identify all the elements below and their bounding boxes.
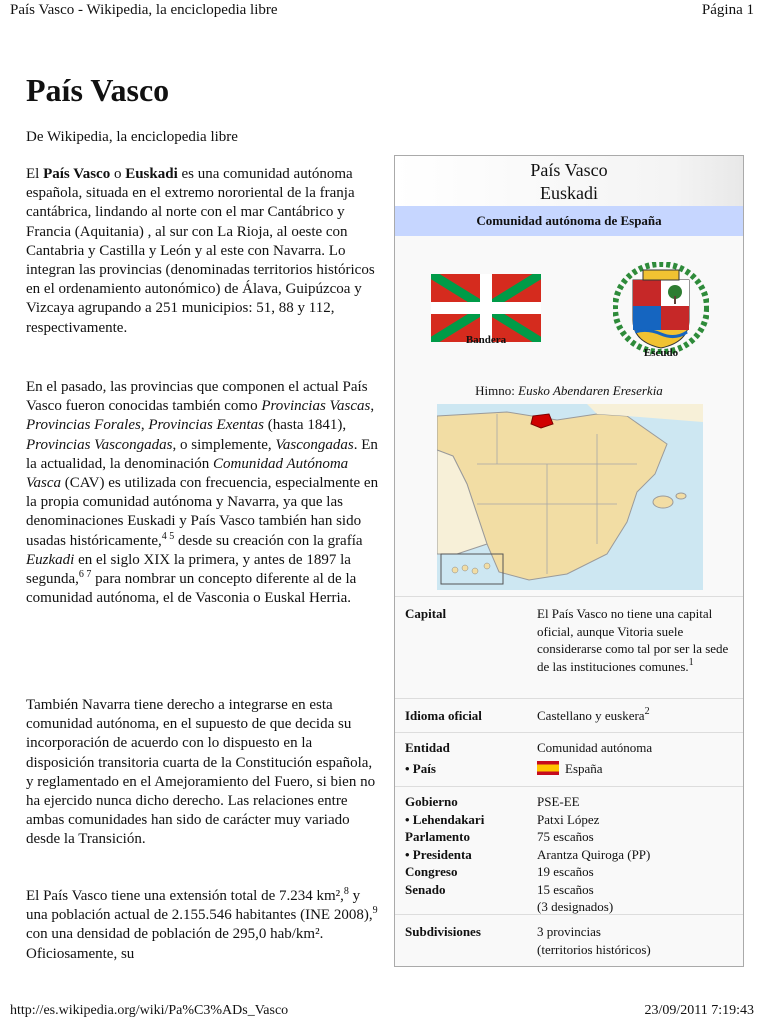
infobox-header (395, 156, 743, 206)
reference-link[interactable]: 8 (343, 886, 349, 897)
navarra-paragraph: También Navarra tiene derecho a integrarse en esta comunidad autónoma, en el supuesto de que decida su incorporación de acuerdo con lo dispuesto en la disposición transitoria cuarta de la Constitución española, y reglamentado en el Amejoramiento del Fuero, si bien no ha ejercido nunca dicho derecho. Las relaciones entre ambas comunidades han sido de carácter muy variado desde la Transición. (26, 697, 376, 848)
country-value (537, 760, 735, 778)
gov-label-3: • Presidenta (405, 846, 472, 862)
reference-link[interactable]: 4 5 (161, 530, 175, 542)
gov-value-6: (3 designados) (537, 899, 614, 914)
reference-link[interactable]: 2 (644, 706, 650, 717)
anthem-line: Himno: Eusko Abendaren Ereserkia (475, 383, 663, 398)
history-paragraph: En el pasado, las provincias que componen el actual País Vasco fueron conocidas también como Provincias Vascas, Provincias Forales, Provincias Exentas (hasta 1841), Provincias Vascongadas, o simplemente, Vascongadas. En la actualidad, la denominación Comunidad Autónoma Vasca (CAV) es utilizada con frecuencia, especialmente en la propia comunidad autónoma y Navarra, ya que las denominaciones Euskadi y País Vasco también han sido usadas históricamente,$^{4 5}$ desde su creación con la grafía Euzkadi en el siglo XIX la primera, y antes de 1897 la segunda,$^{6 7}$ para nombrar un concepto diferente al de la comunidad autónoma, el de Vasconia o Euskal Herria. (26, 379, 379, 607)
intro-paragraph: El País Vasco o Euskadi es una comunidad autónoma española, situada en el extremo nororiental de la franja cantábrica, lindando al norte con el mar Cantábrico y Francia (Aquitania) , al sur con La Rioja, al oeste con Cantabria y Castilla y León y al este con Navarra. Lo integran las provincias (denominadas territorios históricos en el ordenamiento autonómico) de Álava, Guipúzcoa y Vizcaya agrupando a 251 municipios: 51, 88 y 112, respectivamente. (26, 166, 375, 336)
row-language (395, 698, 743, 733)
anthem-link[interactable]: Eusko Abendaren Ereserkia (518, 383, 663, 398)
header-page-number: Página 1 (701, 2, 754, 18)
site-subtitle: De Wikipedia, la enciclopedia libre (26, 129, 238, 145)
map-svg (437, 404, 703, 590)
basque-flag-image[interactable] (431, 274, 541, 342)
spain-flag-icon (537, 761, 559, 775)
entity-label: Entidad (405, 740, 450, 755)
language-label: Idioma oficial (405, 708, 482, 723)
footer-datetime: 23/09/2011 7:19:43 (644, 1003, 754, 1018)
entity-value: Comunidad autónoma (537, 740, 653, 755)
coat-of-arms-image[interactable] (613, 262, 709, 354)
subdivisions-label: Subdivisiones (405, 924, 481, 939)
gov-value-0: PSE-EE (537, 794, 580, 809)
infobox-subtitle: Comunidad autónoma de España (395, 206, 743, 236)
gov-value-4: 19 escaños (537, 864, 594, 879)
header-page-title: País Vasco - Wikipedia, la enciclopedia libre (10, 2, 278, 18)
location-map[interactable] (437, 404, 703, 590)
gov-label-5: Senado (405, 881, 446, 897)
country-link[interactable]: España (565, 761, 603, 776)
row-subdivisions (395, 914, 743, 967)
gov-label-0: Gobierno (405, 794, 458, 809)
reference-link[interactable]: 6 7 (78, 569, 92, 581)
subdivisions-value-0: 3 provincias (537, 924, 601, 939)
geography-paragraph: El País Vasco tiene una extensión total de 7.234 km²,$^8$ y una población actual de 2.155.546 habitantes (INE 2008),$^9$ con una densidad de población de 295,0 hab/km². Oficiosamente, su (26, 886, 378, 962)
shield-svg (613, 262, 709, 354)
shield-caption: Escudo (643, 347, 679, 359)
print-header (10, 0, 754, 22)
infobox-name-basque: Euskadi (540, 183, 598, 203)
gov-label-1: • Lehendakari (405, 811, 485, 827)
flag-caption: Bandera (465, 334, 507, 346)
row-government (395, 786, 743, 915)
row-capital (395, 596, 743, 699)
flag-svg (431, 274, 541, 342)
infobox-name: País Vasco (530, 160, 608, 180)
infobox (394, 155, 744, 967)
footer-url: http://es.wikipedia.org/wiki/Pa%C3%ADs_Vasco (10, 1003, 289, 1018)
print-footer (10, 1002, 754, 1022)
row-entity (395, 732, 743, 787)
gov-label-4: Congreso (405, 864, 458, 879)
gov-value-3[interactable]: Arantza Quiroga (PP) (537, 846, 651, 862)
capital-label: Capital (405, 606, 447, 621)
language-value: Castellano y euskera$^2$ (537, 706, 650, 723)
gov-value-1[interactable]: Patxi López (537, 811, 600, 827)
capital-value: El País Vasco no tiene una capital oficial, aunque Vitoria suele considerarse como tal por ser la sede de las instituciones comunes.$^1$ (537, 606, 729, 674)
country-label: • País (405, 761, 436, 776)
reference-link[interactable]: 9 (372, 905, 378, 917)
gov-value-5: 15 escaños (537, 881, 594, 897)
reference-link[interactable]: 1 (688, 656, 694, 668)
page-title: País Vasco (26, 72, 170, 108)
gov-label-2: Parlamento (405, 829, 470, 844)
gov-value-2: 75 escaños (537, 829, 594, 844)
subdivisions-value-1: (territorios históricos) (537, 941, 651, 957)
